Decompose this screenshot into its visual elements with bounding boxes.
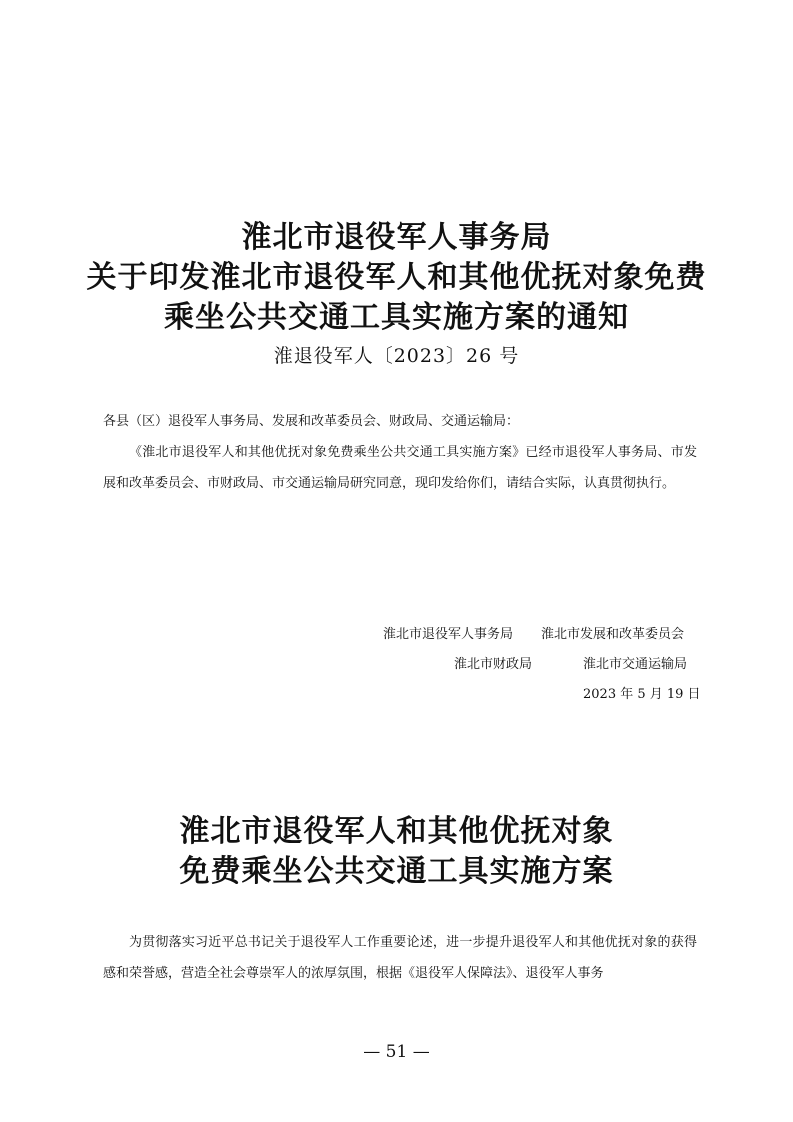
- signatory-finance-bureau: 淮北市财政局: [454, 657, 533, 672]
- signatory-veterans-bureau: 淮北市退役军人事务局: [383, 627, 514, 642]
- page-number: — 51 —: [363, 1042, 430, 1062]
- issue-date: 2023 年 5 月 19 日: [583, 687, 701, 702]
- notice-title-line-1: 淮北市退役军人事务局: [241, 220, 552, 255]
- notice-title-line-3: 乘坐公共交通工具实施方案的通知: [164, 300, 629, 335]
- plan-title-line-1: 淮北市退役军人和其他优抚对象: [179, 814, 614, 849]
- plan-title-line-2: 免费乘坐公共交通工具实施方案: [179, 854, 614, 889]
- signatory-development-reform-commission: 淮北市发展和改革委员会: [541, 627, 685, 642]
- document-number: 淮退役军人〔2023〕26 号: [273, 345, 520, 367]
- signatory-transport-bureau: 淮北市交通运输局: [583, 657, 688, 672]
- plan-paragraph: 为贯彻落实习近平总书记关于退役军人工作重要论述，进一步提升退役军人和其他优抚对象的获得感和荣誉感，营造全社会尊崇军人的浓厚氛围，根据《退役军人保障法》、退役军人事务: [103, 935, 697, 981]
- addressee: 各县（区）退役军人事务局、发展和改革委员会、财政局、交通运输局：: [103, 414, 520, 429]
- notice-paragraph: 《淮北市退役军人和其他优抚对象免费乘坐公共交通工具实施方案》已经市退役军人事务局、市发展和改革委员会、市财政局、市交通运输局研究同意，现印发给你们，请结合实际，认真贯彻执行。: [103, 445, 697, 491]
- notice-title-line-2: 关于印发淮北市退役军人和其他优抚对象免费: [86, 260, 707, 295]
